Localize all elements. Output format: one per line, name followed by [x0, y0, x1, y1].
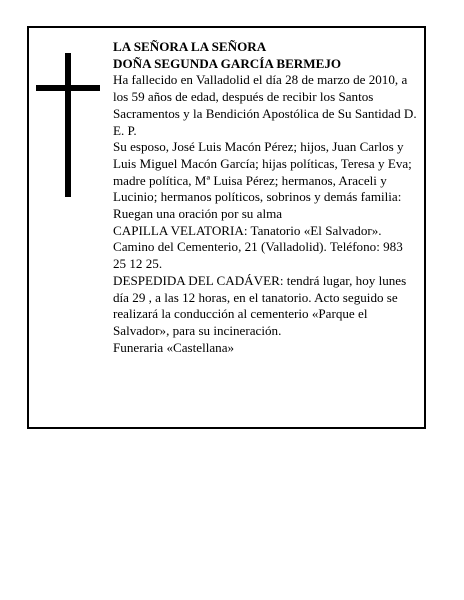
cross-horizontal-bar — [36, 85, 100, 91]
prayer-request: Ruegan una oración por su alma — [113, 206, 283, 222]
heading-line-1: LA SEÑORA LA SEÑORA — [113, 39, 267, 54]
wake-location: CAPILLA VELATORIA: Tanatorio «El Salvador». Camino del Cementerio, 21 (Valladolid). Teléfono: 983 25 12 25. — [113, 222, 403, 272]
funeral-home: Funeraria «Castellana» — [113, 339, 235, 355]
cross-vertical-bar — [65, 53, 71, 197]
latin-cross-icon — [36, 53, 100, 197]
obituary-text — [113, 39, 419, 356]
family-list: Su esposo, José Luis Macón Pérez; hijos, Juan Carlos y Luis Miguel Macón García; hijas políticas, Teresa y Eva; madre política, Mª Luisa Pérez; hermanos, Araceli y Lucinio; hermanos políticos, sobrinos y demás familia: — [113, 139, 412, 205]
funeral-details: DESPEDIDA DEL CADÁVER: tendrá lugar, hoy lunes día 29 , a las 12 horas, en el tanatorio. Acto seguido se realizará la conducción al cementerio «Parque el Salvador», para su incineración. — [113, 272, 407, 338]
deceased-name: DOÑA SEGUNDA GARCÍA BERMEJO — [113, 55, 342, 71]
death-announcement: Ha fallecido en Valladolid el día 28 de marzo de 2010, a los 59 años de edad, después de recibir los Santos Sacramentos y la Bendición Apostólica de Su Santidad D. E. P. — [113, 72, 417, 138]
